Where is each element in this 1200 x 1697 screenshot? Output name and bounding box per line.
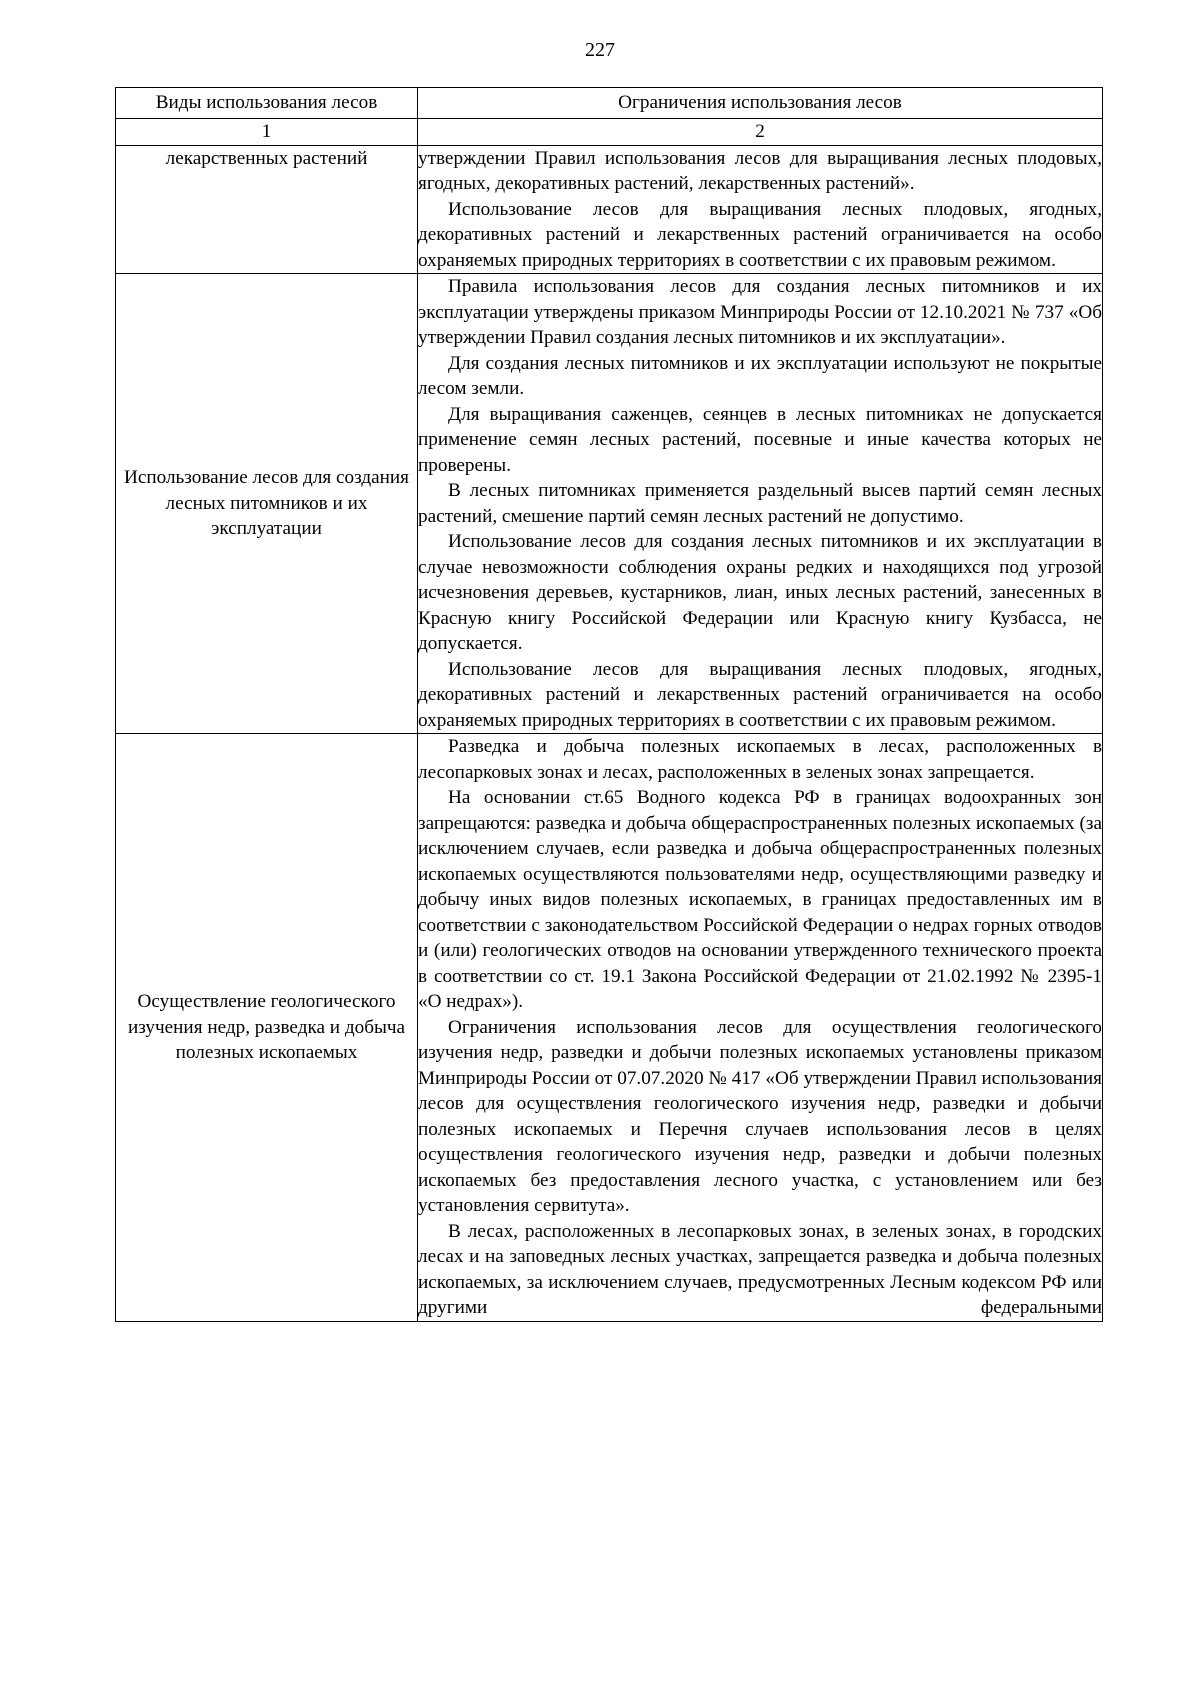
column-number-2: 2	[418, 119, 1103, 146]
restriction-paragraph: Разведка и добыча полезных ископаемых в лесах, расположенных в лесопарковых зонах и лесах, расположенных в зеленых зонах запрещается.	[418, 736, 1102, 783]
restriction-paragraph: Ограничения использования лесов для осуществления геологического изучения недр, разведки и добычи полезных ископаемых установлены приказом Минприроды России от 07.07.2020 № 417 «Об утверждении Правил использования лесов для осуществления геологического изучения недр, разведки и добычи полезных ископаемых и Перечня случаев использования лесов в целях осуществления геологического изучения недр, разведки и добычи полезных ископаемых без предоставления лесного участка, с установлением или без установления сервитута».	[418, 1016, 1102, 1216]
table-row	[116, 734, 1103, 1322]
restrictions-cell	[418, 274, 1103, 734]
column-number-row	[116, 119, 1103, 146]
header-forest-use-types: Виды использования лесов	[116, 88, 418, 119]
column-number-1: 1	[116, 119, 418, 146]
header-forest-use-restrictions: Ограничения использования лесов	[418, 88, 1103, 119]
restriction-paragraph: Правила использования лесов для создания лесных питомников и их эксплуатации утверждены приказом Минприроды России от 12.10.2021 № 737 «Об утверждении Правил создания лесных питомников и их эксплуатации».	[418, 276, 1102, 348]
restriction-paragraph: Использование лесов для выращивания лесных плодовых, ягодных, декоративных растений и лекарственных растений ограничивается на особо охраняемых природных территориях в соответствии с их правовым режимом.	[418, 658, 1102, 731]
restriction-paragraph: Для создания лесных питомников и их эксплуатации используют не покрытые лесом земли.	[418, 352, 1102, 399]
restriction-paragraph: Использование лесов для выращивания лесных плодовых, ягодных, декоративных растений и лекарственных растений ограничивается на особо охраняемых природных территориях в соответствии с их правовым режимом.	[418, 198, 1102, 271]
forest-use-kind: Использование лесов для создания лесных питомников и их эксплуатации	[116, 274, 418, 734]
restrictions-table	[115, 87, 1103, 1322]
forest-use-kind: лекарственных растений	[116, 145, 418, 274]
table-row	[116, 274, 1103, 734]
restriction-paragraph: Использование лесов для создания лесных питомников и их эксплуатации в случае невозможности соблюдения охраны редких и находящихся под угрозой исчезновения деревьев, кустарников, лиан, иных лесных растений, занесенных в Красную книгу Российской Федерации или Красную книгу Кузбасса, не допускается.	[418, 531, 1102, 654]
restrictions-cell	[418, 734, 1103, 1322]
restriction-paragraph: утверждении Правил использования лесов для выращивания лесных плодовых, ягодных, декоративных растений, лекарственных растений».	[418, 147, 1102, 194]
restriction-paragraph: На основании ст.65 Водного кодекса РФ в границах водоохранных зон запрещаются: разведка и добыча общераспространенных полезных ископаемых (за исключением случаев, если разведка и добыча общераспространенных полезных ископаемых осуществляются пользователями недр, осуществляющими разведку и добычу иных видов полезных ископаемых, в границах предоставленных им в соответствии с законодательством Российской Федерации о недрах горных отводов и (или) геологических отводов на основании утвержденного технического проекта в соответствии со ст. 19.1 Закона Российской Федерации от 21.02.1992 № 2395-1 «О недрах»).	[418, 787, 1102, 1012]
restriction-paragraph: В лесных питомниках применяется раздельный высев партий семян лесных растений, смешение партий семян лесных растений не допустимо.	[418, 480, 1102, 527]
page-number: 227	[585, 39, 615, 61]
restriction-paragraph: В лесах, расположенных в лесопарковых зонах, в зеленых зонах, в городских лесах и на заповедных лесных участках, запрещается разведка и добыча полезных ископаемых, за исключением случаев, предусмотренных Лесным кодексом РФ или другими федеральными	[418, 1220, 1102, 1318]
restrictions-cell	[418, 145, 1103, 274]
forest-use-kind: Осуществление геологического изучения недр, разведка и добыча полезных ископаемых	[116, 734, 418, 1322]
restriction-paragraph: Для выращивания саженцев, сеянцев в лесных питомниках не допускается применение семян лесных растений, посевные и иные качества которых не проверены.	[418, 403, 1102, 476]
table-header-row	[116, 88, 1103, 119]
table-row	[116, 145, 1103, 274]
